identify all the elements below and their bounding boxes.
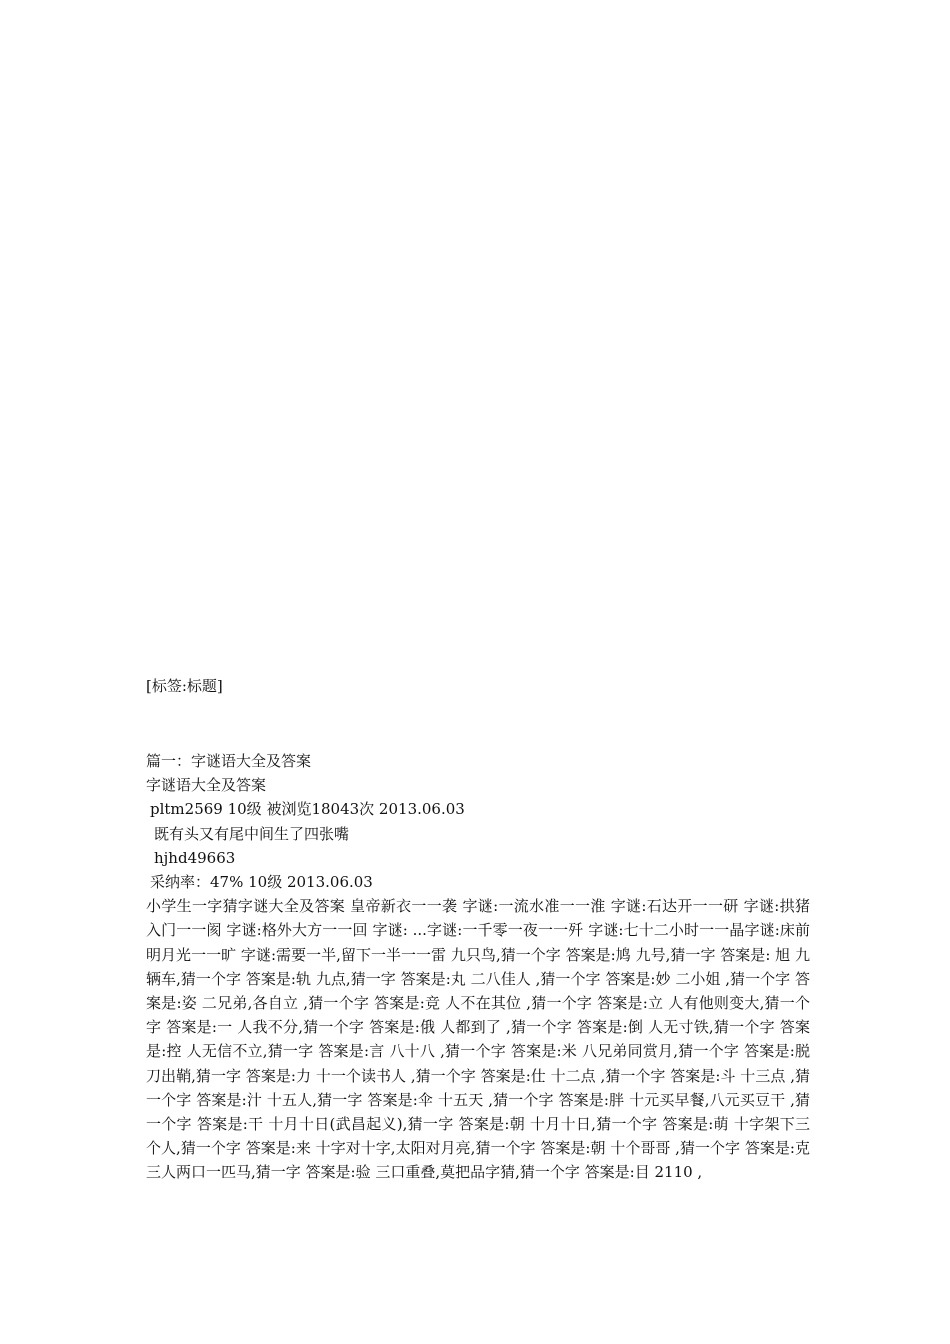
answer-user: hjhd49663 bbox=[154, 848, 236, 867]
article-title: 字谜语大全及答案 bbox=[146, 776, 267, 795]
question-text: 既有头又有尾中间生了四张嘴 bbox=[154, 824, 350, 843]
document-content bbox=[146, 749, 810, 1185]
question-meta: pltm2569 10级 被浏览18043次 2013.06.03 bbox=[150, 800, 465, 819]
body-paragraph: 小学生一字猜字谜大全及答案 皇帝新衣一一袭 字谜:一流水准一一淮 字谜:石达开一一研 字谜:拱猪入门一一阂 字谜:格外大方一一回 字谜: ...字谜:一千零一夜一一歼 字谜:七十二小时一一晶字谜:床前明月光一一旷 字谜:需要一半,留下一半一一雷 九只鸟,猜一个字 答案是:鸠 九号,猜一字 答案是: 旭 九辆车,猜一个字 答案是:轨 九点,猜一字 答案是:丸 二八佳人 ,猜一个字 答案是:妙 二小姐 ,猜一个字 答案是:姿 二兄弟,各自立 ,猜一个字 答案是:竞 人不在其位 ,猜一个字 答案是:立 人有他则变大,猜一个字 答案是:一 人我不分,猜一个字 答案是:俄 人都到了 ,猜一个字 答案是:倒 人无寸铁,猜一个字 答案是:控 人无信不立,猜一字 答案是:言 八十八 ,猜一个字 答案是:米 八兄弟同赏月,猜一个字 答案是:脱 刀出鞘,猜一字 答案是:力 十一个读书人 ,猜一个字 答案是:仕 十二点 ,猜一个字 答案是:斗 十三点 ,猜一个字 答案是:汁 十五人,猜一字 答案是:伞 十五天 ,猜一个字 答案是:胖 十元买早餐,八元买豆干 ,猜一个字 答案是:干 十月十日(武昌起义),猜一字 答案是:朝 十月十日,猜一个字 答案是:萌 十字架下三个人,猜一个字 答案是:来 十字对十字,太阳对月亮,猜一个字 答案是:朝 十个哥哥 ,猜一个字 答案是:克 三人两口一匹马,猜一字 答案是:验 三口重叠,莫把品字猜,猜一个字 答案是:目 2110 , bbox=[146, 897, 810, 1182]
tag-line: [标签:标题] bbox=[146, 677, 223, 695]
answer-meta: 采纳率：47% 10级 2013.06.03 bbox=[150, 873, 373, 892]
section-heading: 篇一：字谜语大全及答案 bbox=[146, 752, 312, 770]
